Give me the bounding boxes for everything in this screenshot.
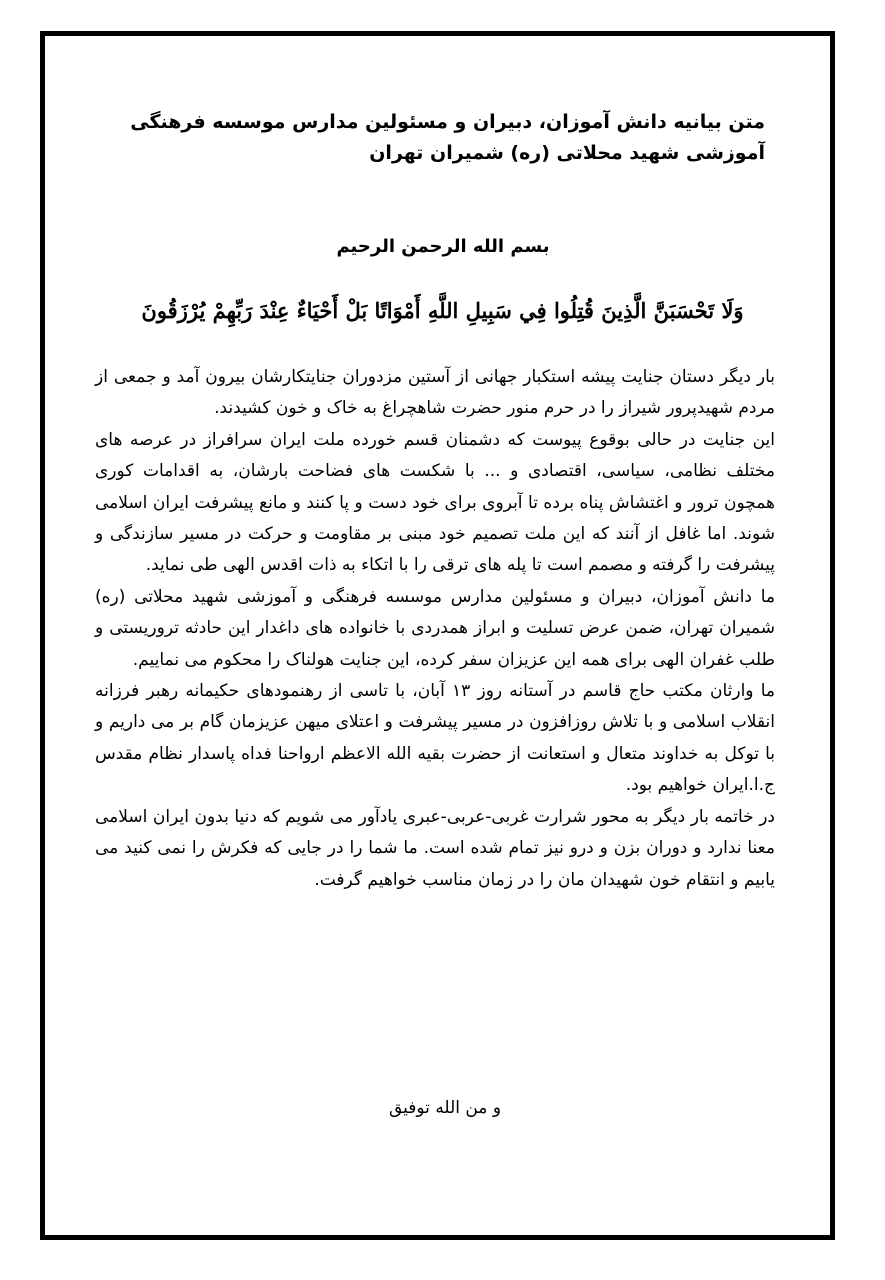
quran-verse: وَلَا تَحْسَبَنَّ الَّذِينَ قُتِلُوا فِي سَبِيلِ اللَّهِ أَمْوَاتًا بَلْ أَحْيَاءٌ عِنْدَ رَبِّهِمْ يُرْزَقُونَ [141, 298, 744, 323]
paragraph-5: در خاتمه بار دیگر به محور شرارت غربی-عربی-عبری یادآور می شویم که دنیا بدون ایران اسلامی معنا ندارد و دوران بزن و درو نیز تمام شده است. ما شما را در جایی که فکرش را نمی کنید می یابیم و انتقام خون شهیدان مان را در زمان مناسب خواهیم گرفت. [95, 806, 775, 890]
paragraph-1: بار دیگر دستان جنایت پیشه استکبار جهانی از آستین مزدوران جنایتکارشان بیرون آمد و جمعی از مردم شهیدپرور شیراز را در حرم منور حضرت شاهچراغ به خاک و خون کشیدند. [95, 367, 775, 419]
closing-line: و من الله توفیق [388, 1098, 502, 1118]
statement-body [95, 362, 775, 896]
paragraph-2: این جنایت در حالی بوقوع پیوست که دشمنان قسم خورده ملت ایران سرافراز در عرصه های مختلف نظامی، سیاسی، اقتصادی و ... با شکست های فضاحت بارشان، به اقدامات کوری همچون ترور و اغتشاش پناه برده تا آبروی برای خود دست و پا کنند و مانع پیشرفت ایران اسلامی شوند. اما غافل از آنند که این ملت تصمیم خود مبنی بر مقاومت و حرکت در مسیر سازندگی و پیشرفت را گرفته و مصمم است تا پله های ترقی را با اتکاء به ذات اقدس الهی طی نماید. [95, 429, 775, 576]
paragraph-3: ما دانش آموزان، دبیران و مسئولین مدارس موسسه فرهنگی و آموزشی شهید محلاتی (ره) شمیران تهران، ضمن عرض تسلیت و ابراز همدردی با خانواده های داغدار این حادثه تروریستی و طلب غفران الهی برای همه این عزیزان سفر کرده، این جنایت هولناک را محکوم می نماییم. [95, 586, 775, 670]
document-title: متن بیانیه دانش آموزان، دبیران و مسئولین مدارس موسسه فرهنگی آموزشی شهید محلاتی (ره) شمیران تهران [130, 111, 765, 164]
basmala-heading: بسم الله الرحمن الرحیم [336, 236, 550, 257]
paragraph-4: ما وارثان مکتب حاج قاسم در آستانه روز ۱۳ آبان، با تاسی از رهنمودهای حکیمانه رهبر فرزانه انقلاب اسلامی و با تلاش روزافزون در مسیر پیشرفت و اعتلای میهن عزیزمان گام بر می داریم و با توکل به خداوند متعال و استعانت از حضرت بقیه الله الاعظم ارواحنا فداه پاسدار نظام مقدس ج.ا.ایران خواهیم بود. [95, 681, 775, 796]
